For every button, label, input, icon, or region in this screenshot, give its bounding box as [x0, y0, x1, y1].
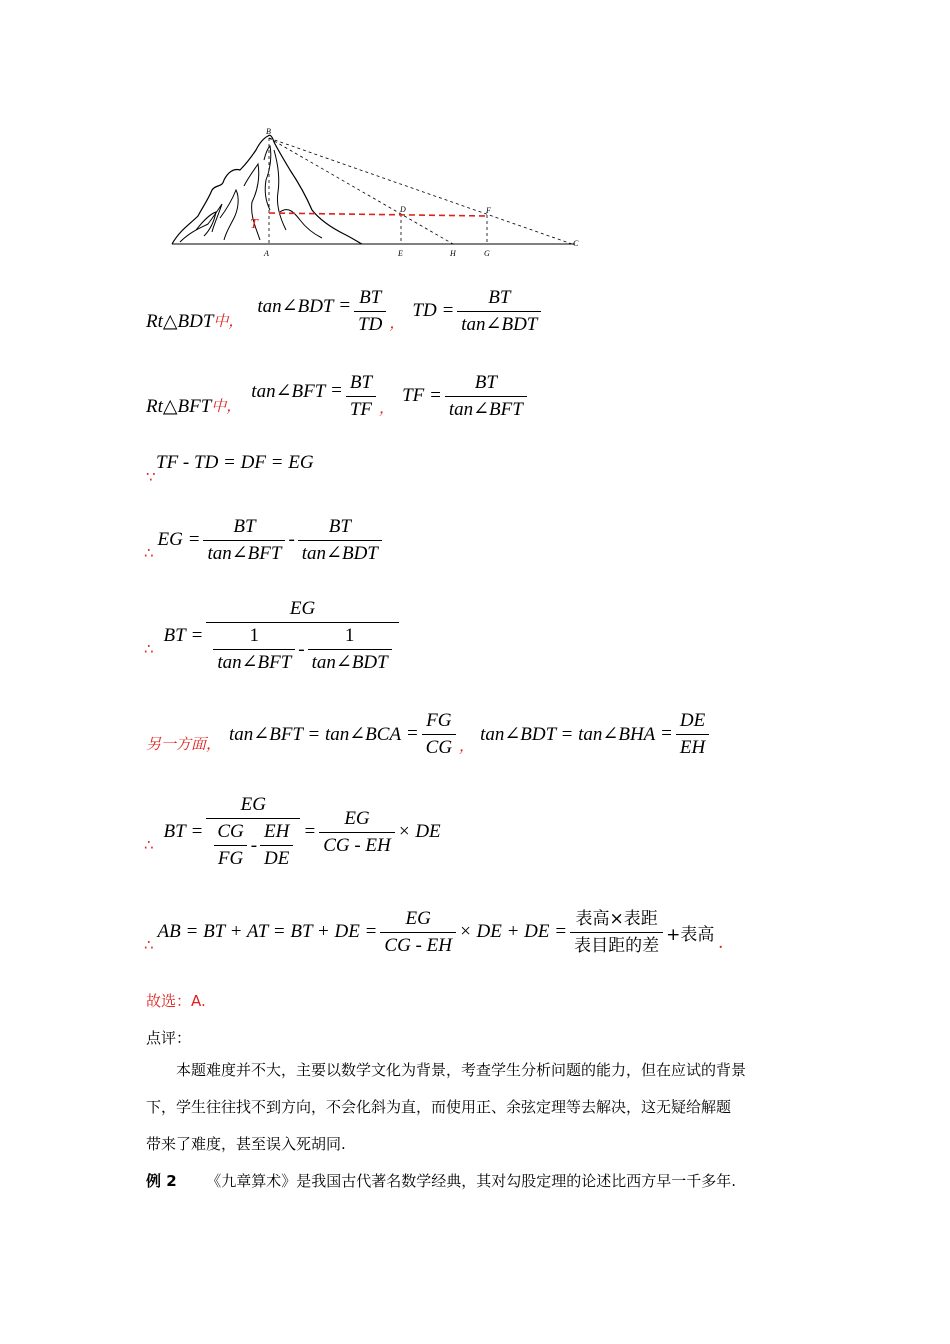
l1-sep: ，: [389, 314, 405, 332]
therefore-symbol: ∴: [144, 936, 154, 954]
l6-n1: FG: [426, 709, 452, 731]
example-label: 例 2: [146, 1172, 177, 1190]
comment-paragraph: [146, 1052, 826, 1163]
l1-prefix: Rt△BDT: [146, 311, 214, 332]
label-F: F: [486, 206, 491, 215]
l7-a-d: FG: [214, 845, 247, 870]
l2-den: TF: [346, 396, 376, 421]
l7-a-n: CG: [217, 821, 244, 842]
l5-d2: tan∠BDT: [308, 649, 392, 674]
ray-BH: [269, 138, 453, 244]
l7-num: EG: [240, 794, 266, 815]
l1-num2: BT: [488, 286, 511, 308]
equation-line-1: Rt△BDT 中， tan∠BDT = $\frac{BT}{TD}$ ， TD = $\frac{BT}{\text{tan∠BDT}}$: [146, 283, 544, 339]
line-TF-red: [269, 213, 487, 216]
l4-d1: tan∠BFT: [203, 540, 285, 565]
l6-sep: ，: [459, 737, 475, 755]
label-B: B: [266, 127, 271, 136]
l2-num2: BT: [474, 371, 497, 393]
l2-suffix: 中，: [211, 397, 242, 415]
l3-expr: TF - TD = DF = EG: [156, 452, 314, 473]
label-T: T: [250, 217, 258, 232]
l8-den: CG - EH: [380, 932, 456, 957]
l4-lhs: EG: [157, 529, 183, 550]
label-G: G: [484, 249, 490, 258]
l8-cn-den: 表目距的差: [570, 932, 663, 957]
l8-cn-num: 表高×表距: [575, 908, 658, 929]
l1-lhs2: TD: [412, 300, 437, 321]
l2-den2: tan∠BFT: [445, 396, 527, 421]
l2-sep: ，: [379, 399, 395, 417]
equation-line-8: [144, 904, 723, 960]
l6-t1: tan∠BFT = tan∠BCA: [229, 723, 402, 745]
l7-num2: EG: [344, 807, 370, 829]
example-heading: [146, 1170, 736, 1191]
l1-tan: tan∠BDT: [257, 296, 334, 317]
l8-cn-tail: +表高: [666, 924, 715, 945]
because-symbol: ∵: [146, 468, 156, 486]
equation-line-7: ∴ BT = EG $\frac{CG}{FG}$ - $\frac{EH}{DE}$ = $\frac{EG}{CG - EH}$ × DE: [144, 792, 441, 872]
l4-d2: tan∠BDT: [298, 540, 382, 565]
l7-den2: CG - EH: [319, 832, 395, 857]
l4-n1: BT: [233, 515, 256, 537]
l7-lhs: BT: [163, 821, 186, 842]
therefore-symbol: ∴: [144, 544, 154, 562]
l5-n2: 1: [344, 625, 355, 646]
l5-lhs: BT: [163, 625, 186, 646]
l6-d2: EH: [676, 734, 709, 759]
l5-d1: tan∠BFT: [213, 649, 295, 674]
l7-b-n: EH: [264, 821, 290, 842]
equation-line-2: Rt△BFT 中， tan∠BFT = $\frac{BT}{TF}$ ， TF = $\frac{BT}{\text{tan∠BFT}}$: [146, 368, 530, 424]
mountain-figure: [160, 120, 600, 265]
l8-lhs: AB = BT + AT = BT + DE =: [157, 921, 378, 942]
l1-den: TD: [354, 311, 386, 336]
l6-n2: DE: [679, 709, 706, 731]
comment-label: 点评：: [146, 1029, 192, 1047]
l5-minus: -: [298, 638, 305, 660]
l1-num: BT: [359, 286, 382, 308]
ray-BC: [269, 138, 572, 244]
label-H: H: [450, 249, 456, 258]
l4-n2: BT: [328, 515, 351, 537]
l5-n1: 1: [249, 625, 260, 646]
answer-text: 故选：A.: [146, 992, 206, 1010]
label-D: D: [400, 205, 406, 214]
therefore-symbol: ∴: [144, 836, 154, 854]
therefore-symbol: ∴: [144, 640, 154, 658]
example-text: 《九章算术》是我国古代著名数学经典，其对勾股定理的论述比西方早一千多年.: [206, 1172, 737, 1190]
label-C: C: [573, 239, 579, 248]
equation-line-4: ∴ EG = $\frac{BT}{\text{tan∠BFT}}$ - $\frac{BT}{\text{tan∠BDT}}$: [144, 512, 385, 568]
l7-minus: -: [250, 834, 258, 856]
equation-line-6: 另一方面， tan∠BFT = tan∠BCA = $\frac{FG}{CG}$ ， tan∠BDT = tan∠BHA = $\frac{DE}{EH}$: [146, 706, 712, 762]
l8-end: .: [718, 932, 724, 953]
comment-line-1: 本题难度并不大，主要以数学文化为背景，考查学生分析问题的能力，但在应试的背景: [176, 1061, 747, 1079]
l5-num: EG: [289, 598, 316, 619]
l7-tail: × DE: [397, 821, 441, 842]
label-E: E: [398, 249, 403, 258]
l6-t2: tan∠BDT = tan∠BHA: [480, 723, 656, 745]
l8-num: EG: [405, 907, 431, 929]
l2-prefix: Rt△BFT: [146, 396, 212, 417]
l1-den2: tan∠BDT: [457, 311, 541, 336]
l6-d1: CG: [422, 734, 456, 759]
l2-tan: tan∠BFT: [251, 381, 326, 402]
l4-minus: -: [288, 529, 295, 550]
l7-b-d: DE: [260, 845, 293, 870]
l2-lhs2: TF: [402, 385, 425, 406]
label-A: A: [264, 249, 269, 258]
equation-line-5: ∴ BT = EG $\frac{1}{\text{tan∠BFT}}$ - $\frac{1}{\text{tan∠BDT}}$: [144, 596, 402, 676]
l8-mid: × DE + DE =: [458, 921, 568, 942]
l6-prefix: 另一方面，: [146, 735, 222, 753]
l1-suffix: 中，: [213, 312, 244, 330]
l2-num: BT: [349, 371, 373, 393]
comment-line-2: 下，学生往往找不到方向，不会化斜为直，而使用正、余弦定理等去解决，这无疑给解题: [146, 1098, 732, 1116]
comment-line-3: 带来了难度，甚至误入死胡同.: [146, 1135, 346, 1153]
